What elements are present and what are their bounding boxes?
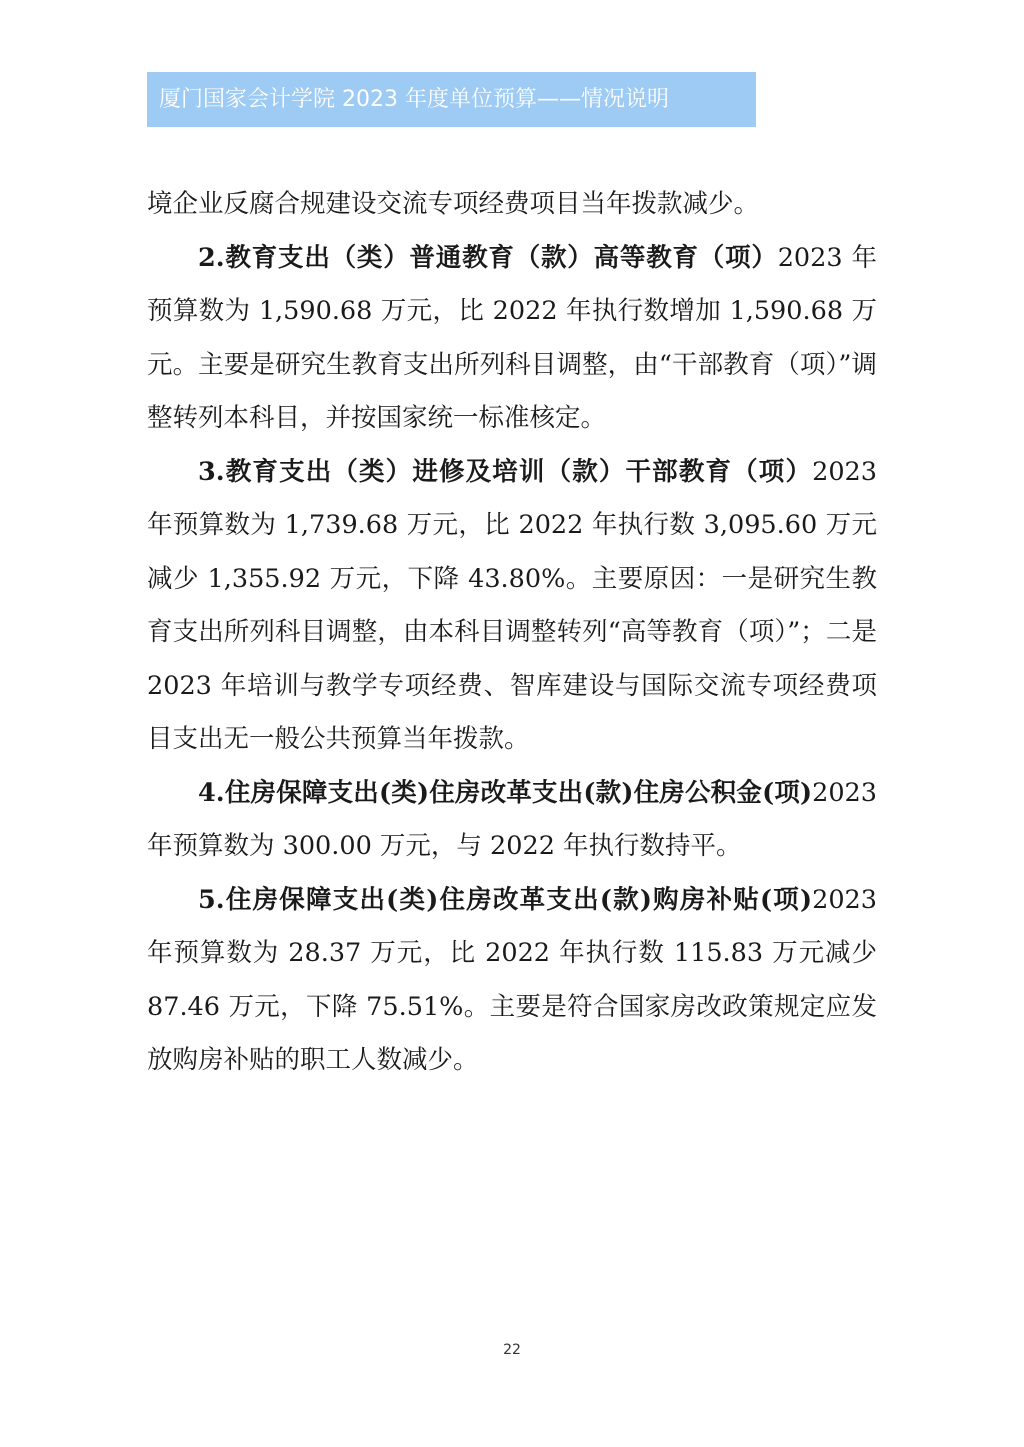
paragraph-higher-education [147, 232, 877, 446]
paragraph-text: 2023 年预算数为 1,739.68 万元，比 2022 年执行数 3,095.60 万元减少 1,355.92 万元，下降 43.80%。主要原因：一是研究生教育支出所列科目调整，由本科目调整转列“高等教育（项）”；二是 2023 年培训与教学专项经费、智库建设与国际交流专项经费项目支出无一般公共预算当年拨款。 [147, 456, 877, 754]
paragraph-cadre-education [147, 446, 877, 767]
paragraph-heading: 4.住房保障支出(类)住房改革支出(款)住房公积金(项) [198, 777, 813, 808]
document-header-title: 厦门国家会计学院 2023 年度单位预算——情况说明 [159, 87, 669, 112]
paragraph-heading: 5.住房保障支出(类)住房改革支出(款)购房补贴(项) [198, 884, 813, 915]
paragraph-text: 2023 年预算数为 1,590.68 万元，比 2022 年执行数增加 1,590.68 万元。主要是研究生教育支出所列科目调整，由“干部教育（项）”调整转列本科目，并按国家统一标准核定。 [147, 242, 877, 433]
document-body [147, 178, 877, 1088]
paragraph-housing-subsidy [147, 874, 877, 1088]
paragraph-housing-provident-fund [147, 767, 877, 874]
paragraph-text: 境企业反腐合规建设交流专项经费项目当年拨款减少。 [147, 189, 760, 219]
page-number: 22 [503, 1342, 521, 1358]
paragraph-heading: 3.教育支出（类）进修及培训（款）干部教育（项） [198, 456, 813, 487]
paragraph-text: 2023 年预算数为 28.37 万元，比 2022 年执行数 115.83 万元减少 87.46 万元，下降 75.51%。主要是符合国家房改政策规定应发放购房补贴的职工人数减少。 [147, 884, 877, 1075]
paragraph-continuation [147, 178, 877, 232]
document-header-banner [147, 72, 756, 127]
paragraph-text: 2023 年预算数为 300.00 万元，与 2022 年执行数持平。 [147, 777, 877, 861]
paragraph-heading: 2.教育支出（类）普通教育（款）高等教育（项） [198, 242, 778, 273]
